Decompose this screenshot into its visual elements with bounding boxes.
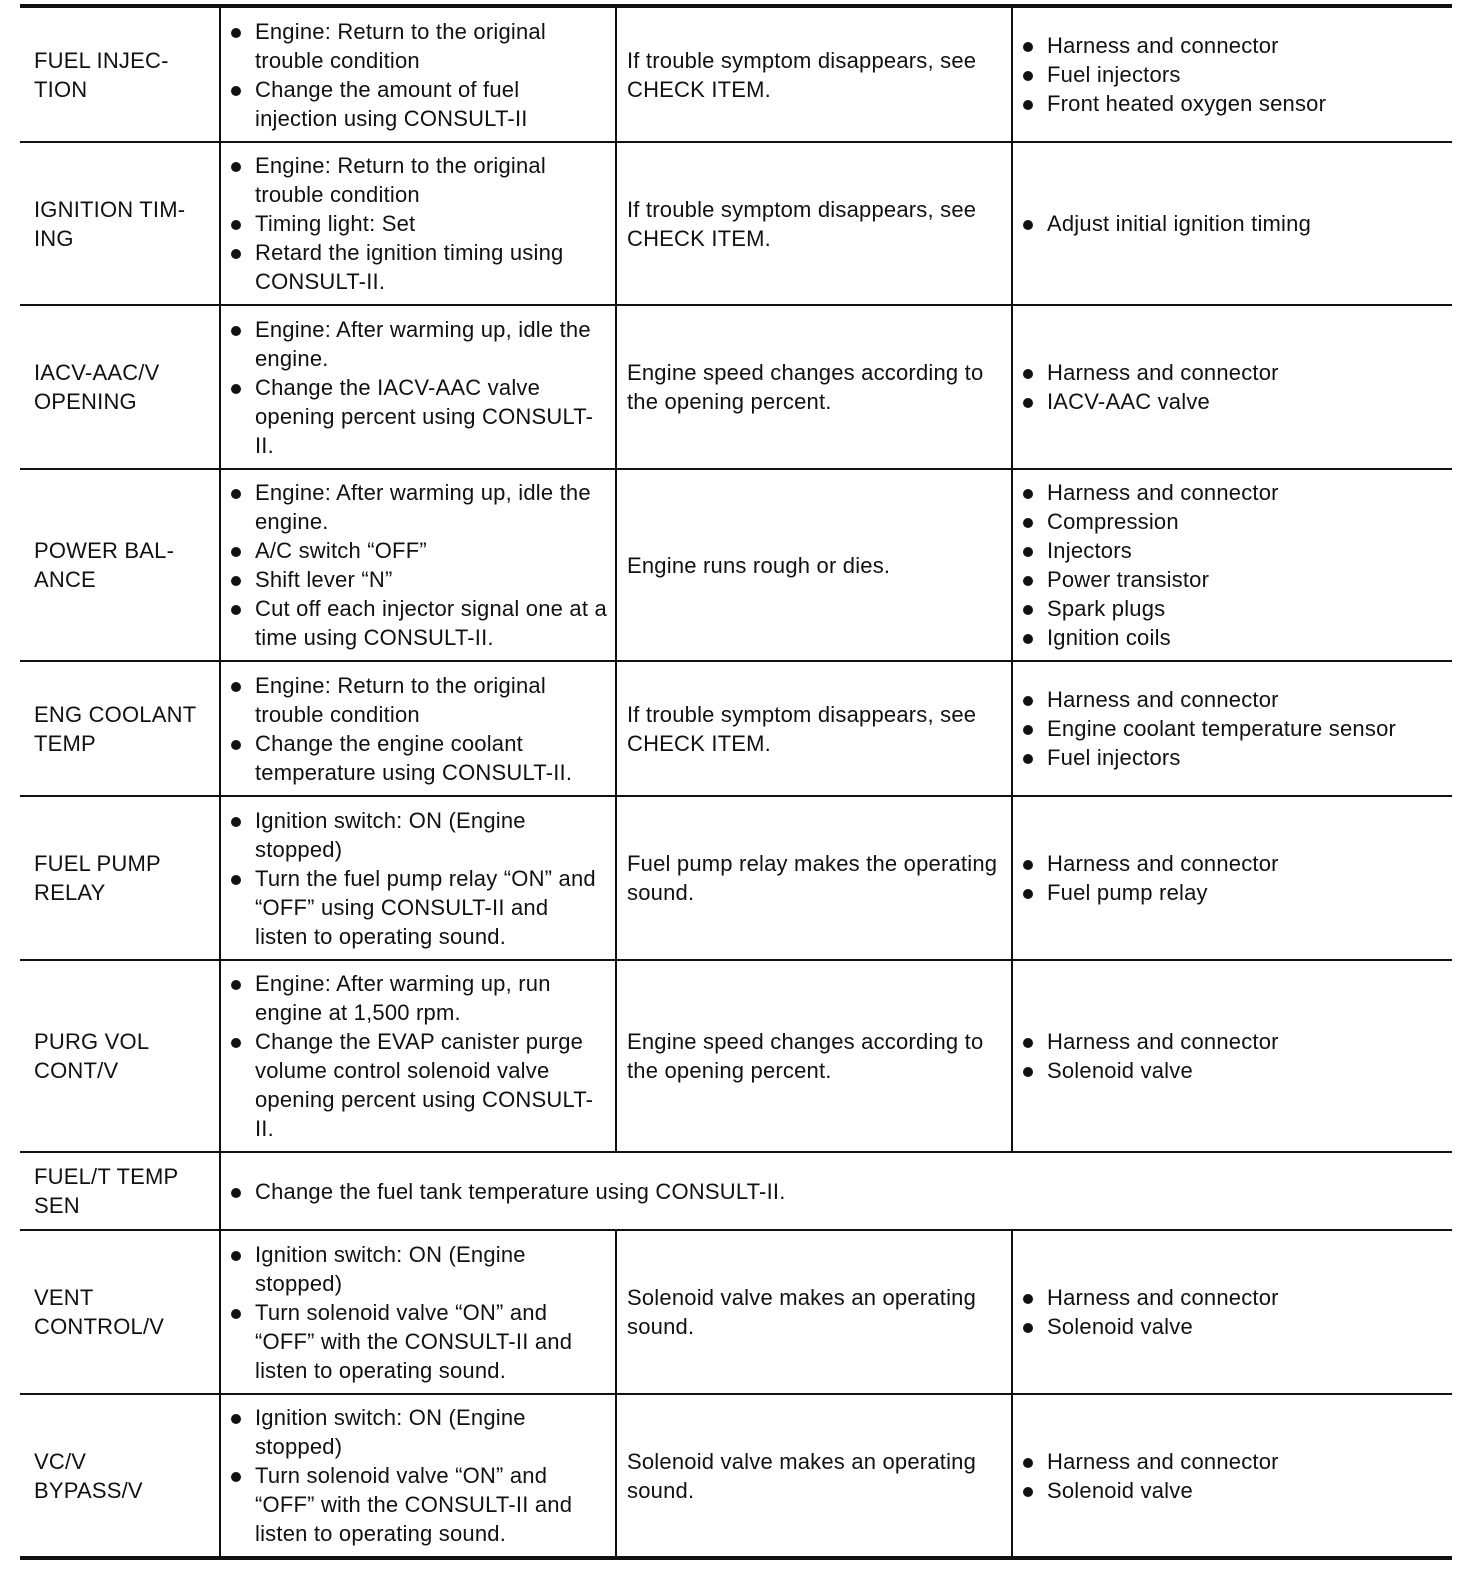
condition-bullet: Ignition switch: ON (Engine stopped) — [231, 1403, 607, 1461]
condition-cell — [220, 1394, 616, 1558]
judgement-cell: Fuel pump relay makes the operating sound. — [616, 796, 1012, 960]
test-item-cell — [20, 6, 220, 142]
judgement-cell: If trouble symptom disappears, see CHECK ITEM. — [616, 661, 1012, 796]
table-row — [20, 1152, 1452, 1230]
judgement-cell: Engine speed changes according to the opening percent. — [616, 960, 1012, 1152]
test-item-label: ENG COOLANT — [34, 701, 197, 727]
check-bullet: Harness and connector — [1023, 1283, 1444, 1312]
condition-cell — [220, 796, 616, 960]
condition-bullet: Engine: Return to the original trouble condition — [231, 17, 607, 75]
condition-bullet: Ignition switch: ON (Engine stopped) — [231, 806, 607, 864]
check-item-cell — [1012, 6, 1452, 142]
check-item-cell — [1012, 796, 1452, 960]
condition-cell — [220, 142, 616, 305]
condition-bullet: Ignition switch: ON (Engine stopped) — [231, 1240, 607, 1298]
check-bullet: Compression — [1023, 507, 1444, 536]
check-bullet: Fuel pump relay — [1023, 878, 1444, 907]
test-item-label: OPENING — [34, 389, 137, 414]
condition-bullet: Change the IACV-AAC valve opening percent using CONSULT-II. — [231, 373, 607, 460]
check-bullet: Solenoid valve — [1023, 1312, 1444, 1341]
table-row — [20, 305, 1452, 469]
judgement-cell: Engine runs rough or dies. — [616, 469, 1012, 661]
test-item-label: CONT/V — [34, 1058, 119, 1083]
test-item-label: BYPASS/V — [34, 1477, 143, 1503]
test-item-label: SEN — [34, 1193, 80, 1218]
test-item-cell — [20, 661, 220, 796]
check-bullet: Ignition coils — [1023, 623, 1444, 652]
test-item-label: RELAY — [34, 880, 106, 905]
test-item-cell — [20, 1394, 220, 1558]
condition-bullet: Change the EVAP canister purge volume control solenoid valve opening percent using CONSULT-II. — [231, 1027, 607, 1143]
check-bullet: Power transistor — [1023, 565, 1444, 594]
table-row — [20, 1230, 1452, 1394]
check-bullet: Harness and connector — [1023, 1027, 1444, 1056]
check-item-cell — [1012, 1394, 1452, 1558]
check-bullet: Solenoid valve — [1023, 1056, 1444, 1085]
check-item-cell — [1012, 661, 1452, 796]
condition-cell — [220, 1230, 616, 1394]
table-row — [20, 796, 1452, 960]
condition-cell — [220, 661, 616, 796]
test-item-label: ANCE — [34, 567, 96, 592]
check-bullet: Front heated oxygen sensor — [1023, 89, 1444, 118]
test-item-label: TION — [34, 76, 88, 102]
condition-bullet: Turn solenoid valve “ON” and “OFF” with the CONSULT-II and listen to operating sound. — [231, 1461, 607, 1548]
test-item-cell — [20, 1230, 220, 1394]
test-item-label: IGNITION TIM- — [34, 196, 186, 222]
test-item-cell — [20, 305, 220, 469]
condition-bullet: A/C switch “OFF” — [231, 536, 607, 565]
check-bullet: Adjust initial ignition timing — [1023, 209, 1444, 238]
check-bullet: Fuel injectors — [1023, 743, 1444, 772]
test-item-label: FUEL INJEC- — [34, 47, 169, 73]
judgement-cell: Engine speed changes according to the opening percent. — [616, 305, 1012, 469]
check-bullet: Engine coolant temperature sensor — [1023, 714, 1444, 743]
condition-cell — [220, 960, 616, 1152]
test-item-label: FUEL/T TEMP — [34, 1164, 179, 1189]
table-row — [20, 6, 1452, 142]
check-bullet: Harness and connector — [1023, 849, 1444, 878]
condition-bullet: Engine: After warming up, run engine at 1,500 rpm. — [231, 969, 607, 1027]
check-item-cell — [1012, 469, 1452, 661]
check-bullet: IACV-AAC valve — [1023, 387, 1444, 416]
active-test-table-page — [20, 4, 1452, 1560]
check-item-cell — [1012, 305, 1452, 469]
condition-cell — [220, 6, 616, 142]
table-row — [20, 469, 1452, 661]
condition-bullet: Engine: After warming up, idle the engine. — [231, 315, 607, 373]
condition-bullet: Cut off each injector signal one at a time using CONSULT-II. — [231, 594, 607, 652]
check-bullet: Harness and connector — [1023, 1447, 1444, 1476]
check-item-cell — [1012, 142, 1452, 305]
check-bullet: Harness and connector — [1023, 358, 1444, 387]
condition-cell — [220, 469, 616, 661]
test-item-label: ING — [34, 225, 74, 251]
test-item-cell — [20, 142, 220, 305]
test-item-label: TEMP — [34, 730, 96, 756]
judgement-cell: Solenoid valve makes an operating sound. — [616, 1230, 1012, 1394]
test-item-label: PURG VOL — [34, 1029, 150, 1054]
table-row — [20, 142, 1452, 305]
judgement-cell: If trouble symptom disappears, see CHECK ITEM. — [616, 6, 1012, 142]
table-row — [20, 960, 1452, 1152]
condition-bullet: Change the fuel tank temperature using CONSULT-II. — [231, 1177, 1444, 1206]
test-item-cell — [20, 960, 220, 1152]
test-item-label: VC/V — [34, 1448, 87, 1474]
table-row — [20, 661, 1452, 796]
check-bullet: Harness and connector — [1023, 685, 1444, 714]
test-item-cell — [20, 469, 220, 661]
check-bullet: Injectors — [1023, 536, 1444, 565]
condition-bullet: Retard the ignition timing using CONSULT-II. — [231, 238, 607, 296]
check-bullet: Harness and connector — [1023, 478, 1444, 507]
test-item-label: FUEL PUMP — [34, 851, 161, 876]
check-item-cell — [1012, 960, 1452, 1152]
check-bullet: Harness and connector — [1023, 31, 1444, 60]
judgement-cell: Solenoid valve makes an operating sound. — [616, 1394, 1012, 1558]
judgement-cell: If trouble symptom disappears, see CHECK ITEM. — [616, 142, 1012, 305]
test-item-cell — [20, 1152, 220, 1230]
condition-bullet: Turn the fuel pump relay “ON” and “OFF” using CONSULT-II and listen to operating sound. — [231, 864, 607, 951]
condition-bullet: Change the engine coolant temperature using CONSULT-II. — [231, 729, 607, 787]
condition-cell — [220, 305, 616, 469]
check-item-cell — [1012, 1230, 1452, 1394]
test-item-label: POWER BAL- — [34, 538, 175, 563]
test-item-label: VENT — [34, 1285, 94, 1310]
check-bullet: Spark plugs — [1023, 594, 1444, 623]
test-item-cell — [20, 796, 220, 960]
condition-bullet: Shift lever “N” — [231, 565, 607, 594]
condition-bullet: Change the amount of fuel injection using CONSULT-II — [231, 75, 607, 133]
active-test-table — [20, 4, 1452, 1560]
condition-bullet: Timing light: Set — [231, 209, 607, 238]
condition-cell-merged — [220, 1152, 1452, 1230]
table-row — [20, 1394, 1452, 1558]
check-bullet: Fuel injectors — [1023, 60, 1444, 89]
test-item-label: CONTROL/V — [34, 1314, 165, 1339]
condition-bullet: Engine: Return to the original trouble condition — [231, 151, 607, 209]
condition-bullet: Engine: Return to the original trouble condition — [231, 671, 607, 729]
test-item-label: IACV-AAC/V — [34, 360, 160, 385]
condition-bullet: Turn solenoid valve “ON” and “OFF” with the CONSULT-II and listen to operating sound. — [231, 1298, 607, 1385]
check-bullet: Solenoid valve — [1023, 1476, 1444, 1505]
condition-bullet: Engine: After warming up, idle the engine. — [231, 478, 607, 536]
